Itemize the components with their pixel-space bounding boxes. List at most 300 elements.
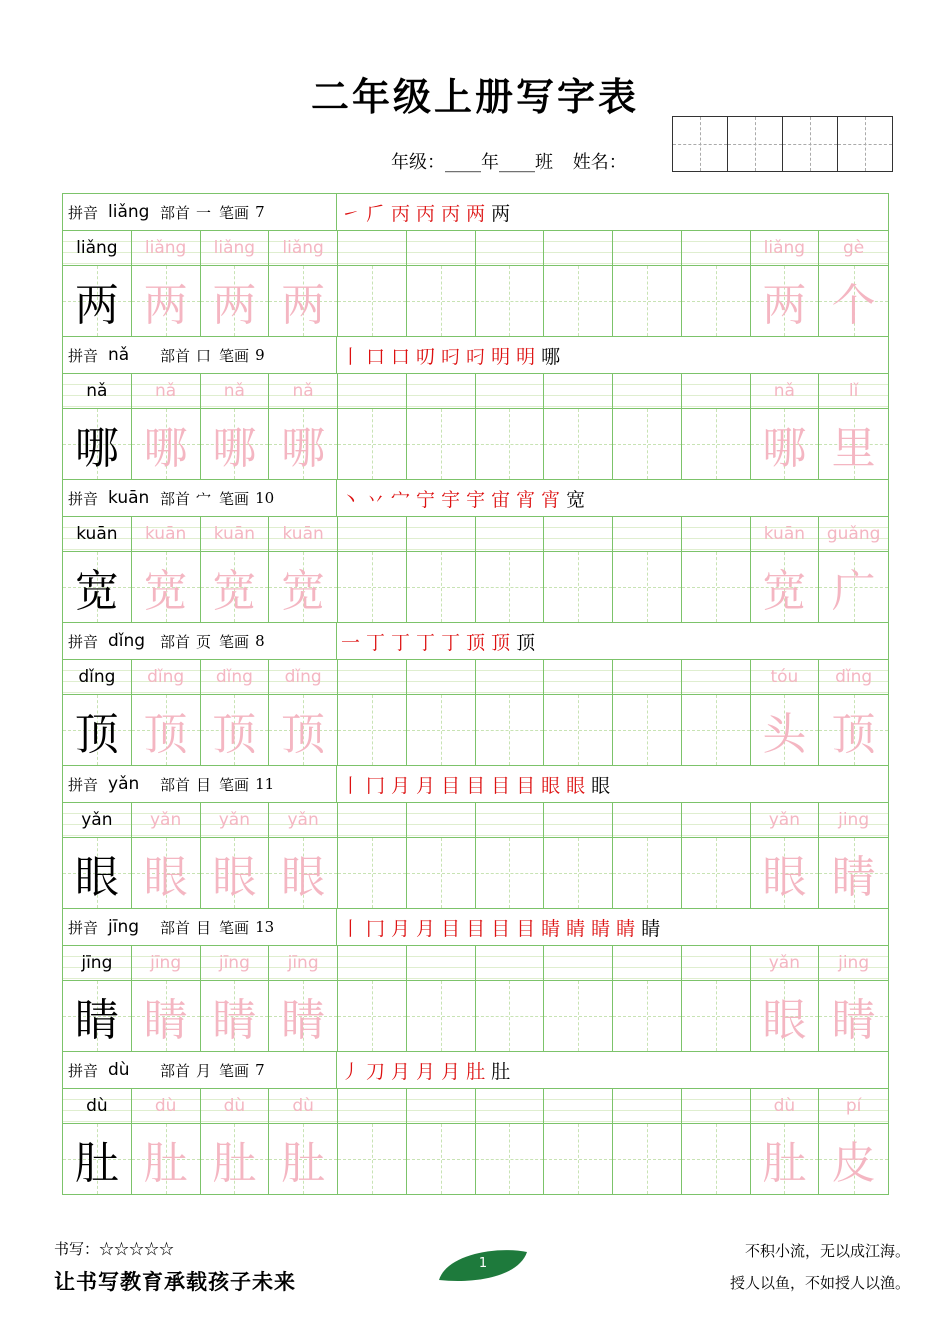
- pinyin-cell[interactable]: [819, 946, 888, 981]
- pinyin-value: jīng: [108, 917, 140, 937]
- hanzi-cell[interactable]: [407, 266, 475, 337]
- pinyin-cell[interactable]: [407, 517, 475, 552]
- hanzi-cell[interactable]: [269, 838, 337, 909]
- practice-cell[interactable]: [613, 231, 682, 337]
- practice-cell[interactable]: [338, 803, 407, 909]
- practice-cell[interactable]: [544, 517, 613, 623]
- pinyin-cell[interactable]: [201, 517, 269, 552]
- pinyin-cell[interactable]: [338, 374, 406, 409]
- hanzi-cell[interactable]: [476, 552, 544, 623]
- pinyin-cell[interactable]: [63, 517, 131, 552]
- stroke-order: [337, 909, 888, 945]
- pinyin-cell[interactable]: [544, 1089, 612, 1124]
- hanzi-cell[interactable]: [338, 266, 406, 337]
- trace-char: 头: [762, 709, 807, 760]
- trace-pinyin: yǎn: [287, 810, 319, 830]
- practice-cell[interactable]: [63, 231, 132, 337]
- hanzi-cell[interactable]: [132, 1124, 200, 1195]
- hanzi-cell[interactable]: [132, 695, 200, 766]
- hanzi-cell[interactable]: [201, 552, 269, 623]
- practice-cell[interactable]: [751, 231, 820, 337]
- pinyin-cell[interactable]: [132, 1089, 200, 1124]
- hanzi-cell[interactable]: [476, 409, 544, 480]
- pinyin-cell[interactable]: [544, 517, 612, 552]
- practice-cell[interactable]: [201, 946, 270, 1052]
- pinyin-cell[interactable]: [682, 231, 750, 266]
- pinyin-cell[interactable]: [544, 946, 612, 981]
- pinyin-cell[interactable]: [338, 1089, 406, 1124]
- pinyin-cell[interactable]: [407, 660, 475, 695]
- trace-char: 个: [831, 280, 876, 331]
- hanzi-cell[interactable]: [476, 1124, 544, 1195]
- hanzi-cell[interactable]: [132, 266, 200, 337]
- pinyin-cell[interactable]: [269, 946, 337, 981]
- hanzi-cell[interactable]: [338, 981, 406, 1052]
- hanzi-cell[interactable]: [613, 552, 681, 623]
- pinyin-cell[interactable]: [269, 374, 337, 409]
- hanzi-cell[interactable]: [682, 838, 750, 909]
- hanzi-cell[interactable]: [63, 981, 131, 1052]
- pinyin-cell[interactable]: [613, 803, 681, 838]
- name-box[interactable]: [782, 117, 837, 171]
- trace-char: 肚: [143, 1138, 188, 1189]
- hanzi-cell[interactable]: [819, 981, 888, 1052]
- practice-cell[interactable]: [751, 517, 820, 623]
- pinyin-cell[interactable]: [338, 803, 406, 838]
- hanzi-cell[interactable]: [476, 838, 544, 909]
- practice-cell[interactable]: [201, 231, 270, 337]
- pinyin-cell[interactable]: [544, 803, 612, 838]
- pinyin-cell[interactable]: [476, 803, 544, 838]
- pinyin-cell[interactable]: [544, 231, 612, 266]
- practice-cell[interactable]: [269, 803, 338, 909]
- pinyin-cell[interactable]: [407, 374, 475, 409]
- model-pinyin: dù: [86, 1096, 108, 1116]
- practice-cell[interactable]: [63, 946, 132, 1052]
- hanzi-cell[interactable]: [269, 266, 337, 337]
- practice-cell[interactable]: [407, 946, 476, 1052]
- practice-cell[interactable]: [751, 946, 820, 1052]
- pinyin-cell[interactable]: [407, 1089, 475, 1124]
- stroke-step: 顶: [466, 631, 486, 654]
- pinyin-cell[interactable]: [613, 660, 681, 695]
- info-row: [63, 194, 888, 231]
- practice-cell[interactable]: [269, 1089, 338, 1195]
- hanzi-cell[interactable]: [407, 981, 475, 1052]
- practice-cell[interactable]: [476, 946, 545, 1052]
- pinyin-cell[interactable]: [544, 660, 612, 695]
- hanzi-cell[interactable]: [751, 695, 819, 766]
- practice-cell[interactable]: [476, 517, 545, 623]
- pinyin-cell[interactable]: [682, 517, 750, 552]
- pinyin-cell[interactable]: [338, 517, 406, 552]
- pinyin-cell[interactable]: [751, 231, 819, 266]
- pinyin-cell[interactable]: [613, 946, 681, 981]
- pinyin-cell[interactable]: [613, 1089, 681, 1124]
- pinyin-cell[interactable]: [132, 660, 200, 695]
- practice-cell[interactable]: [63, 517, 132, 623]
- stroke-step: 丁: [441, 631, 461, 654]
- trace-char: 宽: [762, 566, 807, 617]
- hanzi-cell[interactable]: [63, 552, 131, 623]
- practice-row: [63, 231, 888, 337]
- practice-cell[interactable]: [338, 517, 407, 623]
- hanzi-cell[interactable]: [338, 838, 406, 909]
- hanzi-cell[interactable]: [338, 695, 406, 766]
- pinyin-cell[interactable]: [201, 660, 269, 695]
- practice-cell[interactable]: [269, 517, 338, 623]
- pinyin-cell[interactable]: [613, 231, 681, 266]
- stroke-step: 丁: [366, 631, 386, 654]
- practice-cell[interactable]: [407, 1089, 476, 1195]
- hanzi-cell[interactable]: [682, 409, 750, 480]
- pinyin-cell[interactable]: [201, 1089, 269, 1124]
- stroke-step: 冂: [366, 774, 386, 797]
- pinyin-cell[interactable]: [476, 660, 544, 695]
- hanzi-cell[interactable]: [407, 838, 475, 909]
- hanzi-cell[interactable]: [338, 552, 406, 623]
- stroke-order: [337, 337, 888, 373]
- stroke-step: 丁: [416, 631, 436, 654]
- hanzi-cell[interactable]: [751, 981, 819, 1052]
- pinyin-cell[interactable]: [269, 660, 337, 695]
- trace-pinyin: yǎn: [218, 810, 250, 830]
- hanzi-cell[interactable]: [201, 981, 269, 1052]
- hanzi-cell[interactable]: [544, 1124, 612, 1195]
- trace-char: 眼: [212, 852, 257, 903]
- practice-cell[interactable]: [682, 374, 751, 480]
- char-info: [63, 623, 337, 659]
- hanzi-cell[interactable]: [476, 266, 544, 337]
- pinyin-cell[interactable]: [201, 803, 269, 838]
- hanzi-cell[interactable]: [132, 552, 200, 623]
- pinyin-cell[interactable]: [269, 1089, 337, 1124]
- practice-cell[interactable]: [613, 374, 682, 480]
- pinyin-label: 拼音: [68, 632, 99, 651]
- pinyin-cell[interactable]: [338, 660, 406, 695]
- writing-grid: [62, 193, 889, 1195]
- practice-cell[interactable]: [338, 1089, 407, 1195]
- pinyin-cell[interactable]: [476, 517, 544, 552]
- pinyin-cell[interactable]: [338, 231, 406, 266]
- practice-cell[interactable]: [544, 1089, 613, 1195]
- stroke-step: 丨: [341, 774, 361, 797]
- stroke-label: 笔画: [219, 203, 250, 222]
- practice-cell[interactable]: [63, 374, 132, 480]
- info-row: [63, 909, 888, 946]
- practice-cell[interactable]: [269, 946, 338, 1052]
- hanzi-cell[interactable]: [819, 409, 888, 480]
- hanzi-cell[interactable]: [201, 1124, 269, 1195]
- pinyin-cell[interactable]: [132, 374, 200, 409]
- hanzi-cell[interactable]: [613, 1124, 681, 1195]
- hanzi-cell[interactable]: [132, 838, 200, 909]
- hanzi-cell[interactable]: [338, 409, 406, 480]
- hanzi-cell[interactable]: [338, 1124, 406, 1195]
- hanzi-cell[interactable]: [682, 695, 750, 766]
- hanzi-cell[interactable]: [544, 981, 612, 1052]
- practice-cell[interactable]: [201, 374, 270, 480]
- practice-cell[interactable]: [613, 660, 682, 766]
- pinyin-cell[interactable]: [269, 803, 337, 838]
- name-box[interactable]: [837, 117, 892, 171]
- practice-cell[interactable]: [63, 803, 132, 909]
- practice-cell[interactable]: [682, 1089, 751, 1195]
- hanzi-cell[interactable]: [269, 409, 337, 480]
- practice-cell[interactable]: [682, 946, 751, 1052]
- practice-cell[interactable]: [132, 1089, 201, 1195]
- hanzi-cell[interactable]: [269, 552, 337, 623]
- pinyin-cell[interactable]: [269, 231, 337, 266]
- pinyin-cell[interactable]: [338, 946, 406, 981]
- char-info: [63, 194, 337, 230]
- pinyin-cell[interactable]: [132, 231, 200, 266]
- practice-cell[interactable]: [201, 517, 270, 623]
- hanzi-cell[interactable]: [613, 695, 681, 766]
- hanzi-cell[interactable]: [819, 266, 888, 337]
- stroke-step: 两: [491, 202, 511, 225]
- hanzi-cell[interactable]: [201, 266, 269, 337]
- stroke-step: 口: [366, 345, 386, 368]
- practice-cell[interactable]: [682, 231, 751, 337]
- pinyin-cell[interactable]: [201, 946, 269, 981]
- practice-cell[interactable]: [544, 803, 613, 909]
- pinyin-cell[interactable]: [269, 517, 337, 552]
- practice-cell[interactable]: [407, 231, 476, 337]
- practice-cell[interactable]: [269, 660, 338, 766]
- practice-cell[interactable]: [751, 803, 820, 909]
- hanzi-cell[interactable]: [751, 1124, 819, 1195]
- pinyin-cell[interactable]: [201, 374, 269, 409]
- practice-cell[interactable]: [613, 803, 682, 909]
- practice-cell[interactable]: [201, 1089, 270, 1195]
- char-block: [63, 194, 888, 337]
- hanzi-cell[interactable]: [132, 981, 200, 1052]
- practice-cell[interactable]: [819, 660, 888, 766]
- hanzi-cell[interactable]: [682, 1124, 750, 1195]
- practice-cell[interactable]: [819, 231, 888, 337]
- stroke-step: 刀: [366, 1060, 386, 1083]
- hanzi-cell[interactable]: [819, 838, 888, 909]
- trace-pinyin: dǐng: [284, 667, 322, 687]
- practice-cell[interactable]: [682, 803, 751, 909]
- hanzi-cell[interactable]: [63, 838, 131, 909]
- stroke-count: 7: [255, 203, 265, 221]
- pinyin-cell[interactable]: [751, 803, 819, 838]
- pinyin-cell[interactable]: [682, 1089, 750, 1124]
- pinyin-cell[interactable]: [819, 660, 888, 695]
- hanzi-cell[interactable]: [63, 266, 131, 337]
- practice-cell[interactable]: [132, 660, 201, 766]
- practice-cell[interactable]: [613, 1089, 682, 1195]
- practice-cell[interactable]: [751, 660, 820, 766]
- info-row: [63, 766, 888, 803]
- stroke-count: 8: [255, 632, 265, 650]
- practice-cell[interactable]: [476, 803, 545, 909]
- practice-cell[interactable]: [682, 660, 751, 766]
- hanzi-cell[interactable]: [269, 1124, 337, 1195]
- practice-cell[interactable]: [132, 231, 201, 337]
- practice-cell[interactable]: [682, 517, 751, 623]
- practice-cell[interactable]: [613, 517, 682, 623]
- hanzi-cell[interactable]: [63, 409, 131, 480]
- hanzi-cell[interactable]: [407, 409, 475, 480]
- pinyin-cell[interactable]: [407, 803, 475, 838]
- pinyin-cell[interactable]: [132, 517, 200, 552]
- pinyin-cell[interactable]: [613, 374, 681, 409]
- pinyin-cell[interactable]: [682, 374, 750, 409]
- pinyin-cell[interactable]: [819, 231, 888, 266]
- hanzi-cell[interactable]: [613, 838, 681, 909]
- pinyin-cell[interactable]: [682, 946, 750, 981]
- hanzi-cell[interactable]: [407, 552, 475, 623]
- practice-cell[interactable]: [476, 1089, 545, 1195]
- pinyin-cell[interactable]: [751, 1089, 819, 1124]
- grade-class-field[interactable]: 年级：____年____班: [391, 152, 553, 173]
- pinyin-cell[interactable]: [132, 803, 200, 838]
- pinyin-cell[interactable]: [63, 374, 131, 409]
- hanzi-cell[interactable]: [819, 1124, 888, 1195]
- practice-cell[interactable]: [338, 660, 407, 766]
- practice-cell[interactable]: [407, 374, 476, 480]
- hanzi-cell[interactable]: [269, 981, 337, 1052]
- hanzi-cell[interactable]: [63, 695, 131, 766]
- hanzi-cell[interactable]: [613, 266, 681, 337]
- pinyin-cell[interactable]: [476, 1089, 544, 1124]
- practice-cell[interactable]: [338, 231, 407, 337]
- practice-cell[interactable]: [132, 517, 201, 623]
- hanzi-cell[interactable]: [407, 1124, 475, 1195]
- pinyin-cell[interactable]: [819, 1089, 888, 1124]
- trace-char: 广: [831, 566, 876, 617]
- hanzi-cell[interactable]: [751, 552, 819, 623]
- pinyin-cell[interactable]: [201, 231, 269, 266]
- practice-cell[interactable]: [407, 517, 476, 623]
- class-name-line: [391, 148, 627, 174]
- name-box[interactable]: [727, 117, 782, 171]
- pinyin-cell[interactable]: [819, 374, 888, 409]
- practice-cell[interactable]: [544, 231, 613, 337]
- practice-cell[interactable]: [407, 803, 476, 909]
- hanzi-cell[interactable]: [613, 981, 681, 1052]
- hanzi-cell[interactable]: [201, 409, 269, 480]
- name-boxes[interactable]: [672, 116, 893, 172]
- stroke-count: 9: [255, 346, 265, 364]
- trace-pinyin: dù: [154, 1096, 177, 1116]
- hanzi-cell[interactable]: [544, 838, 612, 909]
- practice-cell[interactable]: [476, 231, 545, 337]
- trace-char: 顶: [831, 709, 876, 760]
- practice-cell[interactable]: [751, 374, 820, 480]
- pinyin-cell[interactable]: [63, 946, 131, 981]
- hanzi-cell[interactable]: [201, 695, 269, 766]
- practice-cell[interactable]: [476, 660, 545, 766]
- practice-cell[interactable]: [132, 803, 201, 909]
- pinyin-cell[interactable]: [132, 946, 200, 981]
- name-box[interactable]: [673, 117, 727, 171]
- pinyin-cell[interactable]: [63, 803, 131, 838]
- hanzi-cell[interactable]: [751, 266, 819, 337]
- practice-cell[interactable]: [544, 660, 613, 766]
- practice-cell[interactable]: [544, 946, 613, 1052]
- pinyin-cell[interactable]: [407, 946, 475, 981]
- practice-cell[interactable]: [407, 660, 476, 766]
- hanzi-cell[interactable]: [63, 1124, 131, 1195]
- practice-cell[interactable]: [338, 374, 407, 480]
- hanzi-cell[interactable]: [751, 838, 819, 909]
- hanzi-cell[interactable]: [269, 695, 337, 766]
- pinyin-cell[interactable]: [476, 374, 544, 409]
- practice-cell[interactable]: [338, 946, 407, 1052]
- practice-cell[interactable]: [269, 374, 338, 480]
- char-info: [63, 337, 337, 373]
- practice-cell[interactable]: [63, 1089, 132, 1195]
- practice-cell[interactable]: [132, 374, 201, 480]
- pinyin-cell[interactable]: [751, 517, 819, 552]
- hanzi-cell[interactable]: [544, 695, 612, 766]
- practice-cell[interactable]: [819, 1089, 888, 1195]
- hanzi-cell[interactable]: [819, 552, 888, 623]
- hanzi-cell[interactable]: [476, 981, 544, 1052]
- practice-cell[interactable]: [269, 231, 338, 337]
- practice-cell[interactable]: [544, 374, 613, 480]
- pinyin-cell[interactable]: [63, 231, 131, 266]
- hanzi-cell[interactable]: [544, 409, 612, 480]
- practice-cell[interactable]: [201, 660, 270, 766]
- trace-pinyin: dù: [223, 1096, 246, 1116]
- hanzi-cell[interactable]: [613, 409, 681, 480]
- practice-cell[interactable]: [132, 946, 201, 1052]
- hanzi-cell[interactable]: [201, 838, 269, 909]
- hanzi-cell[interactable]: [544, 266, 612, 337]
- pinyin-cell[interactable]: [682, 803, 750, 838]
- hanzi-cell[interactable]: [682, 266, 750, 337]
- hanzi-cell[interactable]: [751, 409, 819, 480]
- trace-pinyin: tóu: [770, 667, 799, 687]
- pinyin-cell[interactable]: [407, 231, 475, 266]
- pinyin-cell[interactable]: [476, 231, 544, 266]
- pinyin-cell[interactable]: [682, 660, 750, 695]
- practice-cell[interactable]: [819, 946, 888, 1052]
- pinyin-cell[interactable]: [544, 374, 612, 409]
- pinyin-cell[interactable]: [751, 374, 819, 409]
- hanzi-cell[interactable]: [682, 981, 750, 1052]
- pinyin-cell[interactable]: [63, 1089, 131, 1124]
- hanzi-cell[interactable]: [407, 695, 475, 766]
- pinyin-cell[interactable]: [476, 946, 544, 981]
- hanzi-cell[interactable]: [682, 552, 750, 623]
- pinyin-cell[interactable]: [751, 660, 819, 695]
- stroke-step: 宵: [516, 488, 536, 511]
- practice-cell[interactable]: [819, 374, 888, 480]
- practice-cell[interactable]: [819, 517, 888, 623]
- practice-cell[interactable]: [819, 803, 888, 909]
- pinyin-cell[interactable]: [751, 946, 819, 981]
- pinyin-cell[interactable]: [613, 517, 681, 552]
- hanzi-cell[interactable]: [476, 695, 544, 766]
- practice-cell[interactable]: [751, 1089, 820, 1195]
- practice-cell[interactable]: [201, 803, 270, 909]
- hanzi-cell[interactable]: [819, 695, 888, 766]
- pinyin-cell[interactable]: [819, 803, 888, 838]
- pinyin-cell[interactable]: [819, 517, 888, 552]
- practice-cell[interactable]: [476, 374, 545, 480]
- practice-cell[interactable]: [63, 660, 132, 766]
- hanzi-cell[interactable]: [544, 552, 612, 623]
- practice-cell[interactable]: [613, 946, 682, 1052]
- pinyin-cell[interactable]: [63, 660, 131, 695]
- hanzi-cell[interactable]: [132, 409, 200, 480]
